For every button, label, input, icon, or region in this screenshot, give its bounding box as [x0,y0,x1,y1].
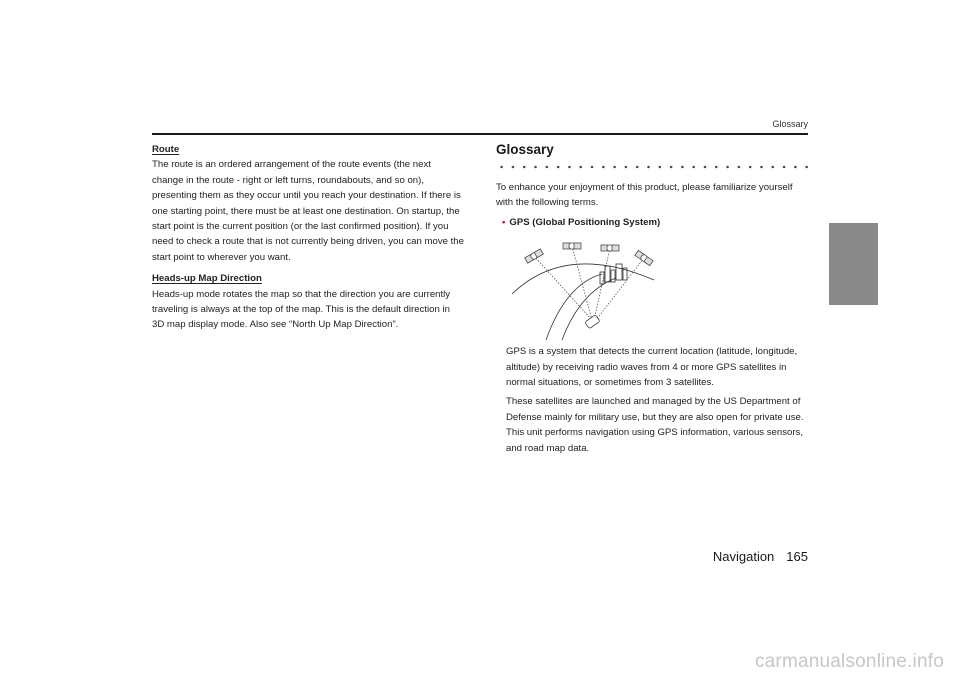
gps-description-2: These satellites are launched and managed by the US Department of Defense mainly for military use, but they are also open for private use. This unit performs navigation using GPS information, various sensors, and road map data. [506,396,804,454]
bullet-marker: • [502,216,506,228]
dotted-divider [496,164,808,170]
gps-satellite-illustration [506,234,656,342]
term-route-definition: The route is an ordered arrangement of the route events (the next change in the route - right or left turns, roundabouts, and so on), presenting them as they occur until you reach your destination. If there is one starting point, there must be at least one destination. On startup, the start point is the current position (or the last confirmed position). If you need to check a route that is not currently being driven, you can move the start point to wherever you want. [152,159,464,263]
page-number: 165 [786,549,808,564]
left-column [152,142,464,337]
section-title: Glossary [496,142,554,157]
right-column [496,142,808,460]
satellite-1 [525,249,544,264]
gps-description-1: GPS is a system that detects the current location (latitude, longitude, altitude) by receiving radio waves from 4 or more GPS satellites in normal situations, or sometimes from 3 satellites. [506,346,798,389]
chapter-side-tab [829,223,878,305]
running-header: Glossary [772,119,808,129]
watermark: carmanualsonline.info [754,651,944,672]
page-footer [713,549,808,564]
glossary-intro: To enhance your enjoyment of this product, please familiarize yourself with the following terms. [496,182,793,209]
satellite-2 [563,243,581,249]
term-heads-up-definition: Heads-up mode rotates the map so that the direction you are currently traveling is always at the top of the map. This is the default direction in 3D map display mode. Also see “North Up Map Direction”. [152,288,451,331]
footer-chapter: Navigation [712,549,775,564]
term-heads-up: Heads-up Map Direction [152,273,262,285]
header-rule [152,133,808,135]
bullet-gps [496,215,808,230]
satellite-4 [635,250,653,266]
bullet-gps-label: GPS (Global Positioning System) [509,216,661,228]
term-route: Route [152,144,180,155]
satellite-3 [601,245,619,251]
